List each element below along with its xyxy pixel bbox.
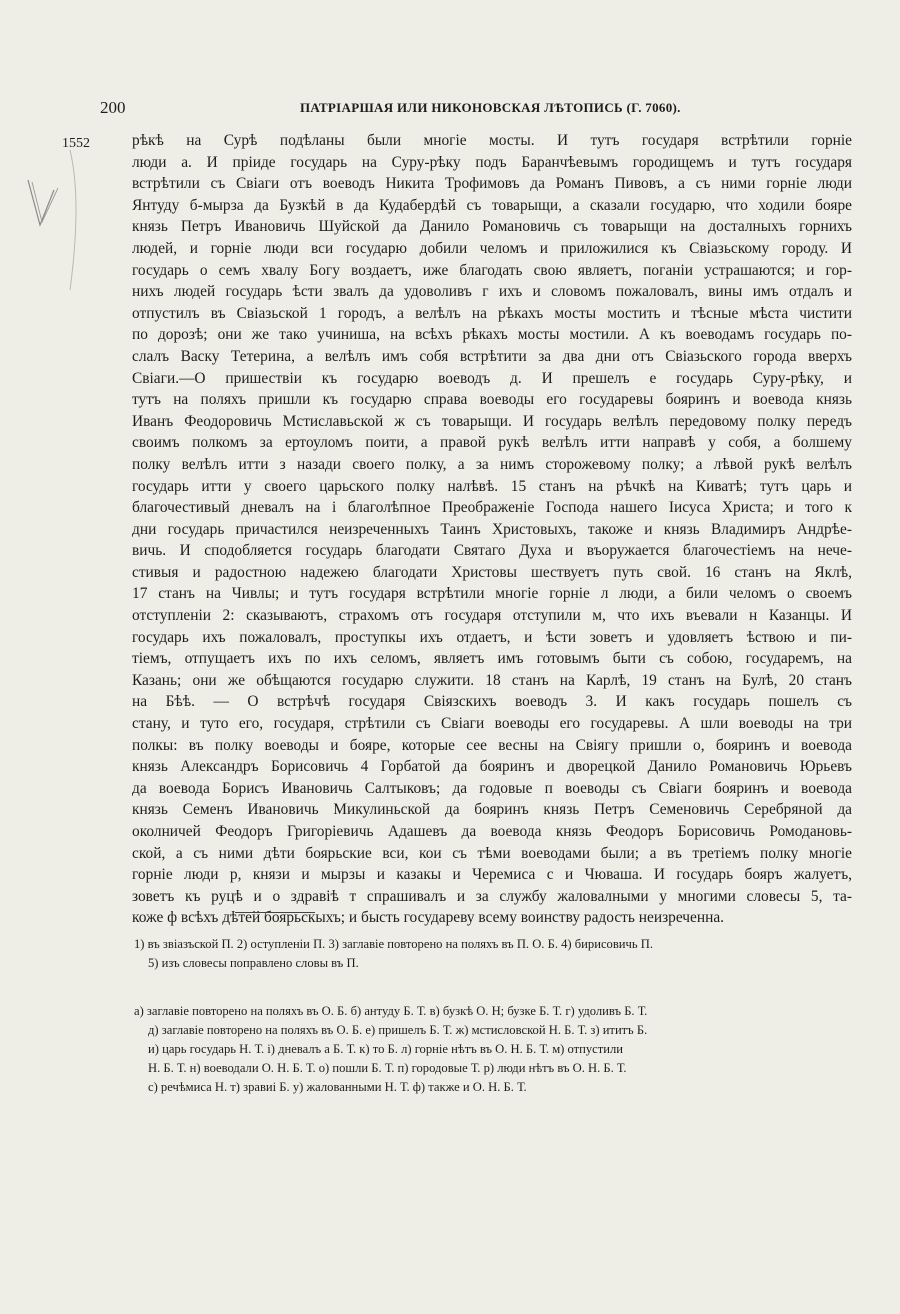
text-line: встрѣтили съ Свіаги отъ воеводъ Никита Трофимовъ да Романъ Пивовъ, а съ ними горніе люди: [132, 175, 852, 193]
text-line: государь о семъ хвалу Богу воздаетъ, иже благодать свою являетъ, поганіи устрашаются; и гор-: [132, 261, 852, 279]
text-line: отступленіи 2: сказываютъ, страхомъ отъ государя отступили м, что ихъ въевали н Казанцы. И: [132, 607, 852, 625]
running-title: ПАТРІАРШАЯ ИЛИ НИКОНОВСКАЯ ЛѢТОПИСЬ (Г. 7060).: [300, 100, 681, 115]
text-line: своимъ полкомъ за ертоуломъ поити, а правой рукѣ велѣлъ итти направѣ у собя, а болшему: [132, 434, 852, 452]
footnote-divider: [235, 912, 315, 913]
margin-year: 1552: [62, 136, 90, 151]
text-line: Иванъ Феодоровичь Мстиславьской ж съ товарыщи. И государь велѣлъ передовому полку передъ: [132, 412, 852, 430]
footnotes-numeric: [134, 935, 854, 973]
text-line: по дорозѣ; они же тако учиниша, на всѣхъ рѣкахъ мосты мостили. А къ воеводамъ государь по-: [132, 326, 852, 344]
main-text: [132, 130, 852, 929]
text-line: Янтуду б-мырза да Бузкѣй в да Кудабердѣй съ товарыщи, а сказали государю, что ходили бояре: [132, 196, 852, 214]
footnote-line: д) заглавіе повторено на поляхъ въ О. Б. е) пришелъ Б. Т. ж) мстисловской Н. Б. Т. з) ититъ Б.: [148, 1023, 648, 1037]
text-line: государь итти у своего царьского полку налѣвѣ. 15 станъ на рѣчкѣ на Киватѣ; тутъ царь и: [132, 477, 852, 495]
text-line: благочестивый дневалъ на і благолѣпное Преображеніе Господа нашего Іисуса Христа; и того к: [132, 499, 852, 517]
footnote-line: Н. Б. Т. н) воеводали О. Н. Б. Т. о) пошли Б. Т. п) городовые Т. р) люди нѣтъ въ О. Н. Б. Т.: [148, 1061, 627, 1075]
text-line: полкы: въ полку воеводы и бояре, которые сее весны на Свіягу пришли о, бояринъ и воевода: [132, 736, 852, 754]
footnote-line: а) заглавіе повторено на поляхъ въ О. Б. б) антуду Б. Т. в) бузкѣ О. Н; бузке Б. Т. г) удоливъ Б. Т.: [134, 1004, 648, 1018]
page-number: 200: [100, 98, 126, 117]
text-line: рѣкѣ на Сурѣ подѣланы были многіе мосты. И тутъ государя встрѣтили горніе: [132, 132, 852, 149]
text-line: ской, а съ ними дѣти боярьские вси, кои съ тѣми воеводами были; а въ третіемъ полку многіе: [132, 844, 852, 862]
text-line: стану, и туто его, государя, стрѣтили съ Свіаги воеводы его государевы. А шли воеводы на три: [132, 715, 852, 733]
text-line: на Бѣѣ. — О встрѣчѣ государя Свіязскихъ воеводъ 3. И какъ государь пошелъ съ: [132, 693, 852, 711]
text-line: полку велѣлъ итти з назади своего полку, а за нимъ сторожевому полку; а лѣвой рукѣ велѣлъ: [132, 455, 852, 473]
text-line: тутъ на поляхъ пришли къ государю справа воеводы его государевы бояринъ и воевода князь: [132, 391, 852, 409]
page-header: [100, 98, 852, 120]
text-line: князь Александръ Борисовичь 4 Горбатой да бояринъ и дворецкой Данило Романовичь Юрьевъ: [132, 758, 852, 776]
text-line: нихъ людей государь ѣсти звалъ да удоволивъ г ихъ и словомъ пожаловалъ, вины имъ отдалъ и: [132, 283, 852, 301]
footnote-line: с) речѣмиса Н. т) зравиі Б. у) жалованными Н. Т. ф) также и О. Н. Б. Т.: [148, 1080, 527, 1094]
text-line: вичь. И сподобляется государь благодати Святаго Духа и въоружается благочестіемъ на нече-: [132, 542, 852, 560]
text-line: отпустилъ въ Свіазьской 1 городъ, а велѣлъ на рѣкахъ мосты мостить и тѣсные мѣста чистити: [132, 304, 852, 322]
text-line: коже ф всѣхъ дѣтей боярьскыхъ; и бысть государеву всему воинству радость неизреченна.: [132, 909, 725, 927]
text-line: Свіаги.—О пришествіи къ государю воеводъ д. И прешелъ е государь Суру-рѣку, и: [132, 369, 852, 387]
text-line: князь Семенъ Ивановичь Микулиньской да бояринъ князь Петръ Семеновичь Серебряной да: [132, 801, 852, 819]
pencil-mark-icon: [10, 140, 80, 300]
text-line: слалъ Васку Тетерина, а велѣлъ имъ собя встрѣтити за два дни отъ Свіазьского города вверхъ: [132, 347, 852, 365]
footnotes-variants: [134, 1002, 854, 1097]
footnote-line: и) царь государь Н. Т. і) дневалъ а Б. Т. к) то Б. л) горніе нѣтъ въ О. Н. Б. Т. м) отпустили: [148, 1042, 624, 1056]
text-line: Казань; они же обѣщаются государю служити. 18 станъ на Карлѣ, 19 станъ на Булѣ, 20 станъ: [132, 671, 852, 689]
footnote-line: 1) въ звіазъской П. 2) оступленіи П. 3) заглавіе повторено на поляхъ въ П. О. Б. 4) бирисовичь П.: [134, 937, 653, 951]
text-line: 17 станъ на Чивлы; и тутъ государя встрѣтили многіе горніе л люди, а били челомъ о своемъ: [132, 585, 852, 603]
text-line: людей, и горніе люди вси государю добили челомъ и приложилися къ Свіазьскому городу. И: [132, 239, 852, 257]
text-line: князь Петръ Ивановичь Шуйской да Данило Романовичь съ товарыщи на досталныхъ горнихъ: [132, 218, 852, 236]
text-line: люди а. И пріиде государь на Суру-рѣку подъ Баранчѣевымъ городищемъ и тутъ государя: [132, 153, 852, 171]
text-line: зоветъ къ руцѣ и о здравіѣ т спрашивалъ и за службу жаловалными у многими словесы 5, та-: [132, 887, 852, 905]
text-line: тіемъ, отпущаетъ ихъ по ихъ селомъ, являетъ имъ готовымъ быти съ собою, государемъ, на: [132, 650, 852, 668]
text-line: да воевода Борисъ Ивановичь Салтыковъ; да годовые п воеводы съ Свіаги бояринъ и воевода: [132, 779, 852, 797]
footnote-line: 5) изъ словесы поправлено словы въ П.: [148, 956, 359, 970]
text-line: стивыя и радостною надежею благодати Христовы шествуетъ путь свой. 16 станъ на Яклѣ,: [132, 563, 852, 581]
text-line: государь ихъ пожаловалъ, проступкы ихъ отдаетъ, и ѣсти зоветъ и удовляетъ ѣствою и пи-: [132, 628, 852, 646]
text-line: горніе люди р, князи и мырзы и казакы и Черемиса с и Чюваша. И государь бояръ жалуетъ,: [132, 866, 852, 884]
text-line: дни государь причастился неизреченныхъ Таинъ Христовыхъ, такоже и князь Владимиръ Андрѣе-: [132, 520, 852, 538]
text-line: околничей Феодоръ Григоріевичь Адашевъ да воевода князь Феодоръ Борисовичь Ромодановь-: [132, 823, 852, 840]
